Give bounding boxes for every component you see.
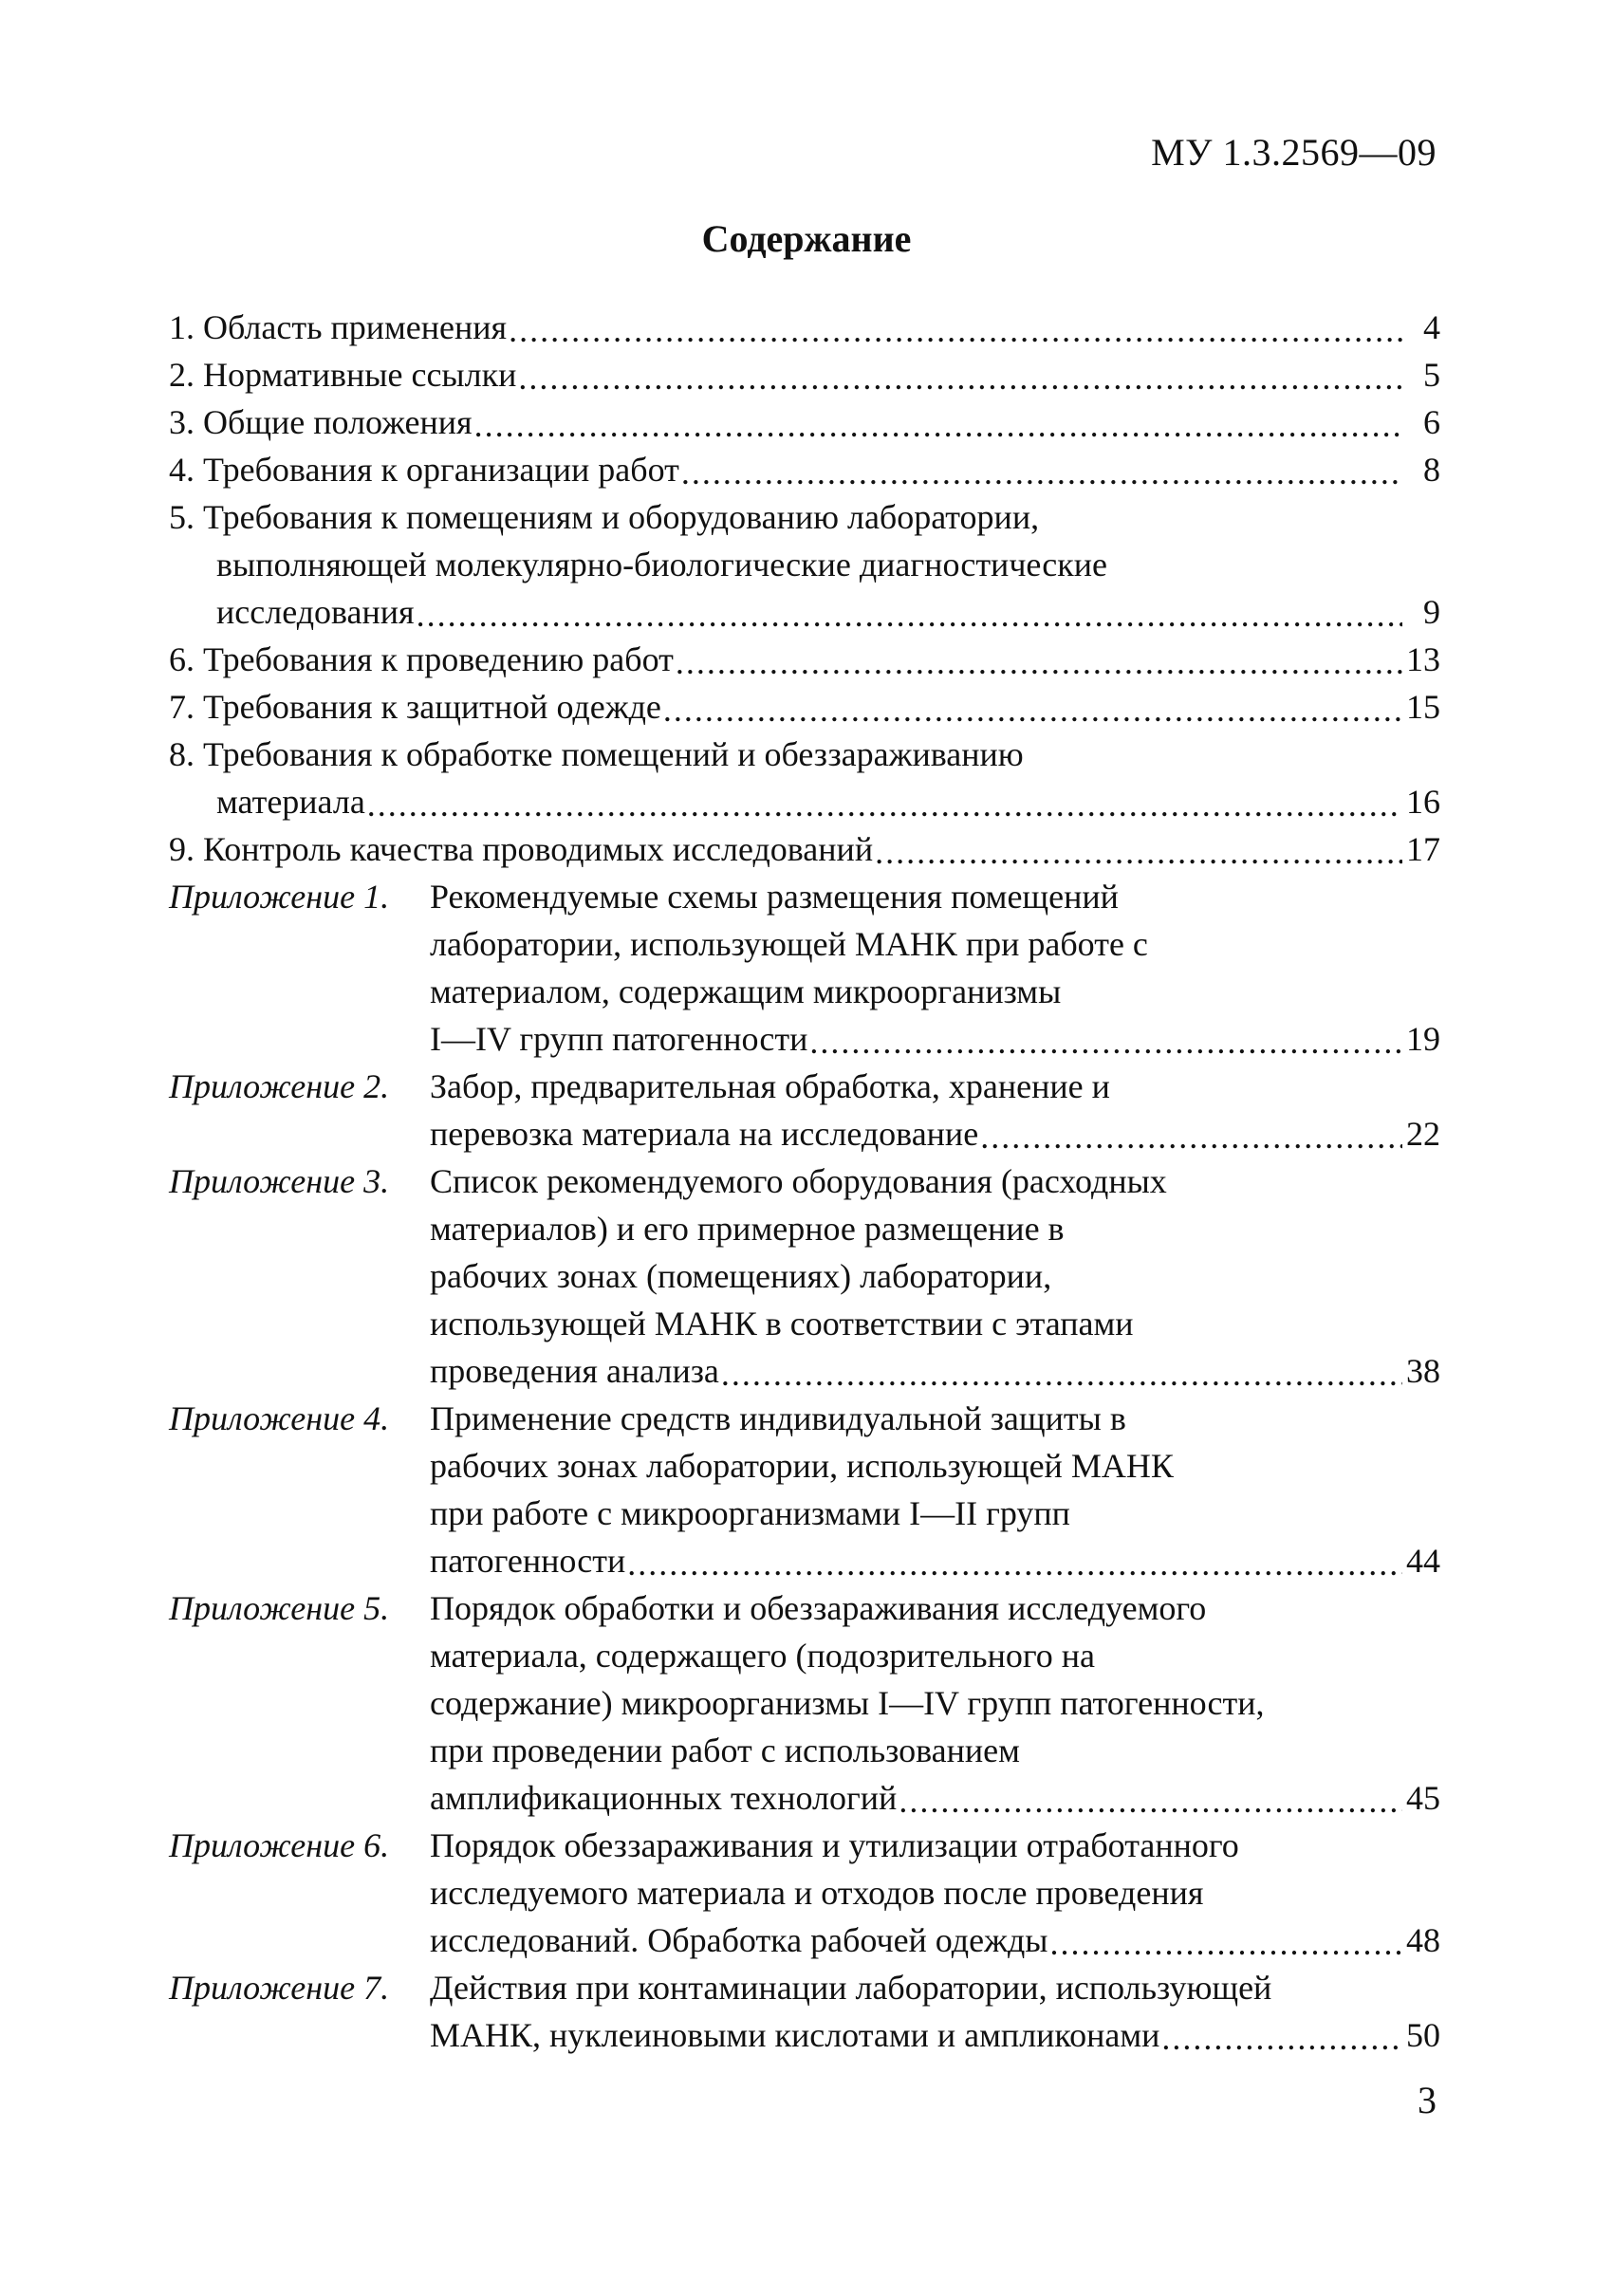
toc-entry-text: использующей МАНК в соответствии с этапами (430, 1305, 1134, 1342)
toc-entry-line (169, 1205, 1440, 1252)
toc-entry-line (169, 1584, 1440, 1632)
toc-entry[interactable] (169, 1157, 1440, 1395)
toc-entry-text: рабочих зонах (помещениях) лаборатории, (430, 1257, 1052, 1295)
toc-entry-line (169, 968, 1440, 1015)
toc-entry-text: содержание) микроорганизмы I—IV групп патогенности, (430, 1684, 1265, 1722)
toc-entry-text: исследования (216, 593, 415, 631)
toc-entry-line (169, 1347, 1440, 1395)
toc-entry-line (169, 731, 1440, 778)
toc-entry-line (169, 636, 1440, 683)
toc-dot-leader (474, 401, 1402, 442)
toc-dot-leader (676, 639, 1402, 679)
toc-dot-leader (809, 1018, 1402, 1059)
toc-page-number: 6 (1423, 403, 1440, 441)
toc-section-number: 8. (169, 735, 203, 773)
document-code: МУ 1.3.2569—09 (1151, 131, 1437, 174)
toc-entry-text: рабочих зонах лаборатории, использующей МАНК (430, 1447, 1174, 1485)
toc-entry-line (169, 1679, 1440, 1727)
toc-entry-line (169, 1774, 1440, 1822)
toc-page-number: 38 (1406, 1352, 1440, 1390)
toc-entry[interactable] (169, 493, 1440, 636)
toc-page-number: 17 (1406, 830, 1440, 868)
toc-entry-text: материалов) и его примерное размещение в (430, 1210, 1065, 1248)
toc-dot-leader (417, 591, 1402, 632)
toc-entry-text: исследуемого материала и отходов после проведения (430, 1874, 1204, 1912)
toc-entry-line (169, 1632, 1440, 1679)
toc-entry-text: Требования к помещениям и оборудованию лаборатории, (203, 498, 1040, 536)
toc-entry-line (169, 1822, 1440, 1869)
toc-entry[interactable] (169, 1964, 1440, 2059)
toc-entry-text: Контроль качества проводимых исследований (203, 830, 874, 868)
toc-entry-text: Порядок обеззараживания и утилизации отработанного (430, 1826, 1239, 1864)
toc-entry-text: выполняющей молекулярно-биологические диагностические (216, 546, 1108, 583)
toc-entry-text: Применение средств индивидуальной защиты в (430, 1399, 1126, 1437)
toc-entry[interactable] (169, 1063, 1440, 1157)
toc-entry-text: лаборатории, использующей МАНК при работе с (430, 925, 1148, 963)
toc-dot-leader (509, 306, 1402, 347)
toc-entry-text: Область применения (203, 308, 508, 346)
toc-entry[interactable] (169, 446, 1440, 493)
toc-dot-leader (518, 354, 1402, 395)
toc-section-number: 7. (169, 688, 203, 726)
toc-entry-line (169, 446, 1440, 493)
toc-section-number: 3. (169, 403, 203, 441)
toc-dot-leader (627, 1540, 1402, 1581)
toc-entry-line (169, 1964, 1440, 2011)
toc-entry[interactable] (169, 873, 1440, 1063)
toc-entry-line (169, 1869, 1440, 1916)
toc-entry-line (169, 1015, 1440, 1063)
toc-dot-leader (980, 1113, 1402, 1154)
toc-entry-line (169, 541, 1440, 588)
toc-dot-leader (899, 1777, 1402, 1818)
toc-appendix-label: Приложение 7. (169, 1969, 399, 2007)
table-of-contents (169, 304, 1440, 2059)
toc-entry-line (169, 825, 1440, 873)
toc-entry-text: амплификационных технологий (430, 1779, 898, 1817)
toc-entry-text: Список рекомендуемого оборудования (расходных (430, 1162, 1167, 1200)
toc-entry[interactable] (169, 683, 1440, 731)
toc-entry-text: Действия при контаминации лаборатории, использующей (430, 1969, 1272, 2007)
toc-entry-text: Требования к защитной одежде (203, 688, 661, 726)
toc-entry-text: проведения анализа (430, 1352, 719, 1390)
toc-entry-line (169, 1300, 1440, 1347)
toc-page-number: 8 (1423, 451, 1440, 489)
toc-entry[interactable] (169, 304, 1440, 351)
toc-entry[interactable] (169, 731, 1440, 825)
toc-entry-text: Порядок обработки и обеззараживания исследуемого (430, 1589, 1207, 1627)
toc-entry[interactable] (169, 1395, 1440, 1584)
toc-entry-line (169, 1537, 1440, 1584)
toc-entry-text: исследований. Обработка рабочей одежды (430, 1921, 1048, 1959)
toc-section-number: 5. (169, 498, 203, 536)
toc-entry-text: материала, содержащего (подозрительного на (430, 1637, 1095, 1675)
toc-appendix-label: Приложение 2. (169, 1067, 399, 1105)
toc-page-number: 9 (1423, 593, 1440, 631)
toc-entry-text: Нормативные ссылки (203, 356, 517, 394)
toc-entry-line (169, 1490, 1440, 1537)
toc-section-number: 1. (169, 308, 203, 346)
toc-section-number: 9. (169, 830, 203, 868)
toc-dot-leader (721, 1350, 1402, 1391)
toc-entry-text: Требования к проведению работ (203, 640, 674, 678)
toc-section-number: 6. (169, 640, 203, 678)
toc-entry-text: Рекомендуемые схемы размещения помещений (430, 878, 1119, 916)
toc-entry-line (169, 1442, 1440, 1490)
toc-dot-leader (367, 781, 1402, 822)
toc-page-number: 22 (1406, 1115, 1440, 1153)
page-number: 3 (1418, 2079, 1437, 2121)
toc-entry-text: перевозка материала на исследование (430, 1115, 979, 1153)
toc-entry[interactable] (169, 1584, 1440, 1822)
toc-page-number: 16 (1406, 783, 1440, 821)
toc-entry[interactable] (169, 1822, 1440, 1964)
toc-entry-text: Требования к обработке помещений и обеззараживанию (203, 735, 1024, 773)
toc-entry-text: I—IV групп патогенности (430, 1020, 808, 1058)
toc-entry-line (169, 683, 1440, 731)
toc-entry-text: патогенности (430, 1542, 626, 1580)
toc-appendix-label: Приложение 1. (169, 878, 399, 916)
toc-entry-text: МАНК, нуклеиновыми кислотами и ампликонами (430, 2016, 1160, 2054)
toc-entry-line (169, 2011, 1440, 2059)
toc-entry-text: Общие положения (203, 403, 473, 441)
toc-entry[interactable] (169, 398, 1440, 446)
toc-page-number: 45 (1406, 1779, 1440, 1817)
toc-section-number: 4. (169, 451, 203, 489)
toc-entry[interactable] (169, 351, 1440, 398)
toc-entry-line (169, 778, 1440, 825)
toc-entry-text: Требования к организации работ (203, 451, 679, 489)
toc-dot-leader (1049, 1919, 1402, 1960)
toc-entry-text: материала (216, 783, 365, 821)
toc-page-number: 5 (1423, 356, 1440, 394)
toc-entry-line (169, 873, 1440, 920)
toc-page-number: 19 (1406, 1020, 1440, 1058)
toc-entry-text: при проведении работ с использованием (430, 1731, 1020, 1769)
toc-entry-line (169, 1252, 1440, 1300)
toc-appendix-label: Приложение 4. (169, 1399, 399, 1437)
toc-entry-line (169, 304, 1440, 351)
toc-entry-line (169, 588, 1440, 636)
toc-entry-line (169, 1157, 1440, 1205)
toc-section-number: 2. (169, 356, 203, 394)
toc-page-number: 50 (1406, 2016, 1440, 2054)
toc-entry-line (169, 1063, 1440, 1110)
toc-page-number: 13 (1406, 640, 1440, 678)
toc-entry[interactable] (169, 636, 1440, 683)
toc-page-number: 44 (1406, 1542, 1440, 1580)
toc-page-number: 4 (1423, 308, 1440, 346)
toc-appendix-label: Приложение 3. (169, 1162, 399, 1200)
toc-title: Содержание (701, 217, 912, 260)
toc-entry-text: материалом, содержащим микроорганизмы (430, 972, 1062, 1010)
toc-dot-leader (1161, 2014, 1402, 2055)
toc-page-number: 48 (1406, 1921, 1440, 1959)
toc-entry-line (169, 1727, 1440, 1774)
toc-entry-line (169, 1110, 1440, 1157)
toc-entry-line (169, 1916, 1440, 1964)
toc-dot-leader (663, 686, 1402, 727)
toc-entry-line (169, 920, 1440, 968)
toc-entry-line (169, 1395, 1440, 1442)
toc-dot-leader (875, 828, 1402, 869)
toc-appendix-label: Приложение 5. (169, 1589, 399, 1627)
toc-entry-text: Забор, предварительная обработка, хранение и (430, 1067, 1110, 1105)
toc-entry-line (169, 398, 1440, 446)
toc-entry[interactable] (169, 825, 1440, 873)
toc-entry-line (169, 493, 1440, 541)
toc-page-number: 15 (1406, 688, 1440, 726)
toc-dot-leader (681, 449, 1402, 490)
toc-appendix-label: Приложение 6. (169, 1826, 399, 1864)
toc-entry-text: при работе с микроорганизмами I—II групп (430, 1494, 1070, 1532)
toc-entry-line (169, 351, 1440, 398)
